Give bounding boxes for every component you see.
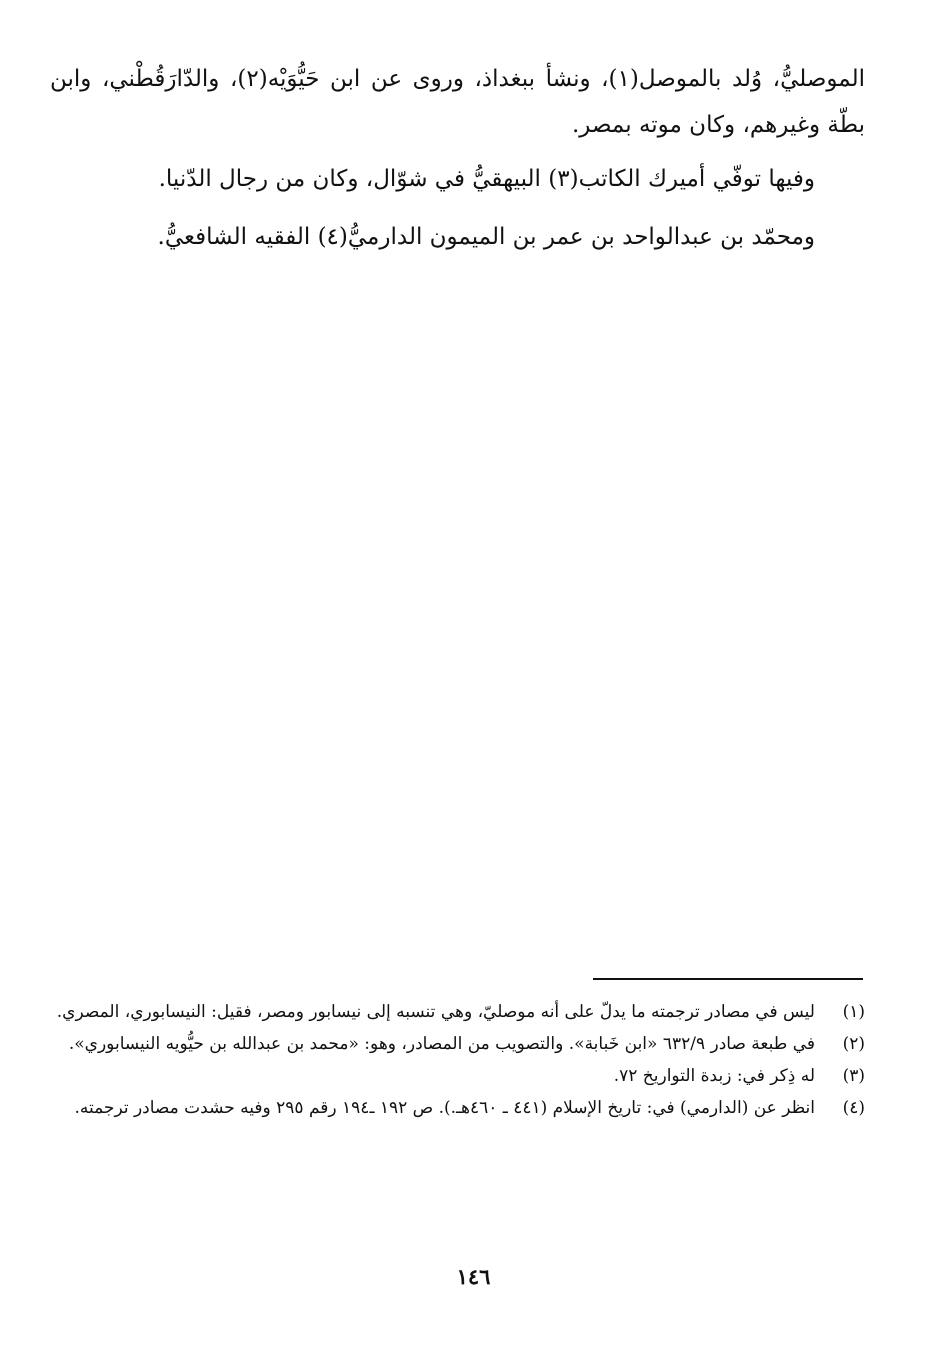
footnote-text: انظر عن (الدارمي) في: تاريخ الإسلام (٤٤١ ـ ٤٦٠هـ.). ص ١٩٢ ـ١٩٤ رقم ٢٩٥ وفيه حشدت مصادر ترجمته. [74, 1098, 815, 1118]
footnote-2 [50, 1030, 865, 1058]
footnote-text: له ذِكر في: زبدة التواريخ ٧٢. [613, 1066, 815, 1086]
footnote-1 [50, 998, 865, 1026]
footnote-3 [50, 1062, 865, 1090]
footnote-text: في طبعة صادر ٦٣٢/٩ «ابن خَبابة». والتصويب من المصادر، وهو: «محمد بن عبدالله بن حيُّويه النيسابوري». [68, 1034, 815, 1054]
page-number: ١٤٦ [456, 1264, 491, 1289]
paragraph-3: ومحمّد بن عبدالواحد بن عمر بن الميمون الدارميُّ(٤) الفقيه الشافعيُّ. [157, 224, 815, 250]
paragraph-2: وفيها توفّي أميرك الكاتب(٣) البيهقيُّ في شوّال، وكان من رجال الدّنيا. [158, 166, 815, 192]
footnotes [50, 998, 865, 1126]
footnote-separator [593, 978, 863, 980]
main-text [50, 56, 865, 270]
footnote-4 [50, 1094, 865, 1122]
footnote-number: (٤) [842, 1098, 865, 1118]
footnote-number: (٢) [842, 1034, 865, 1054]
footnote-number: (١) [842, 1002, 865, 1022]
footnote-text: ليس في مصادر ترجمته ما يدلّ على أنه موصليّ، وهي تنسبه إلى نيسابور ومصر، فقيل: النيسابوري، المصري. [56, 1002, 815, 1022]
paragraph-1: الموصليُّ، وُلد بالموصل(١)، ونشأ ببغداذ، وروى عن ابن حَيُّوَيْه(٢)، والدّارَقُطْني، وابن بطّة وغيرهم، وكان موته بمصر. [50, 66, 865, 138]
footnote-number: (٣) [842, 1066, 865, 1086]
